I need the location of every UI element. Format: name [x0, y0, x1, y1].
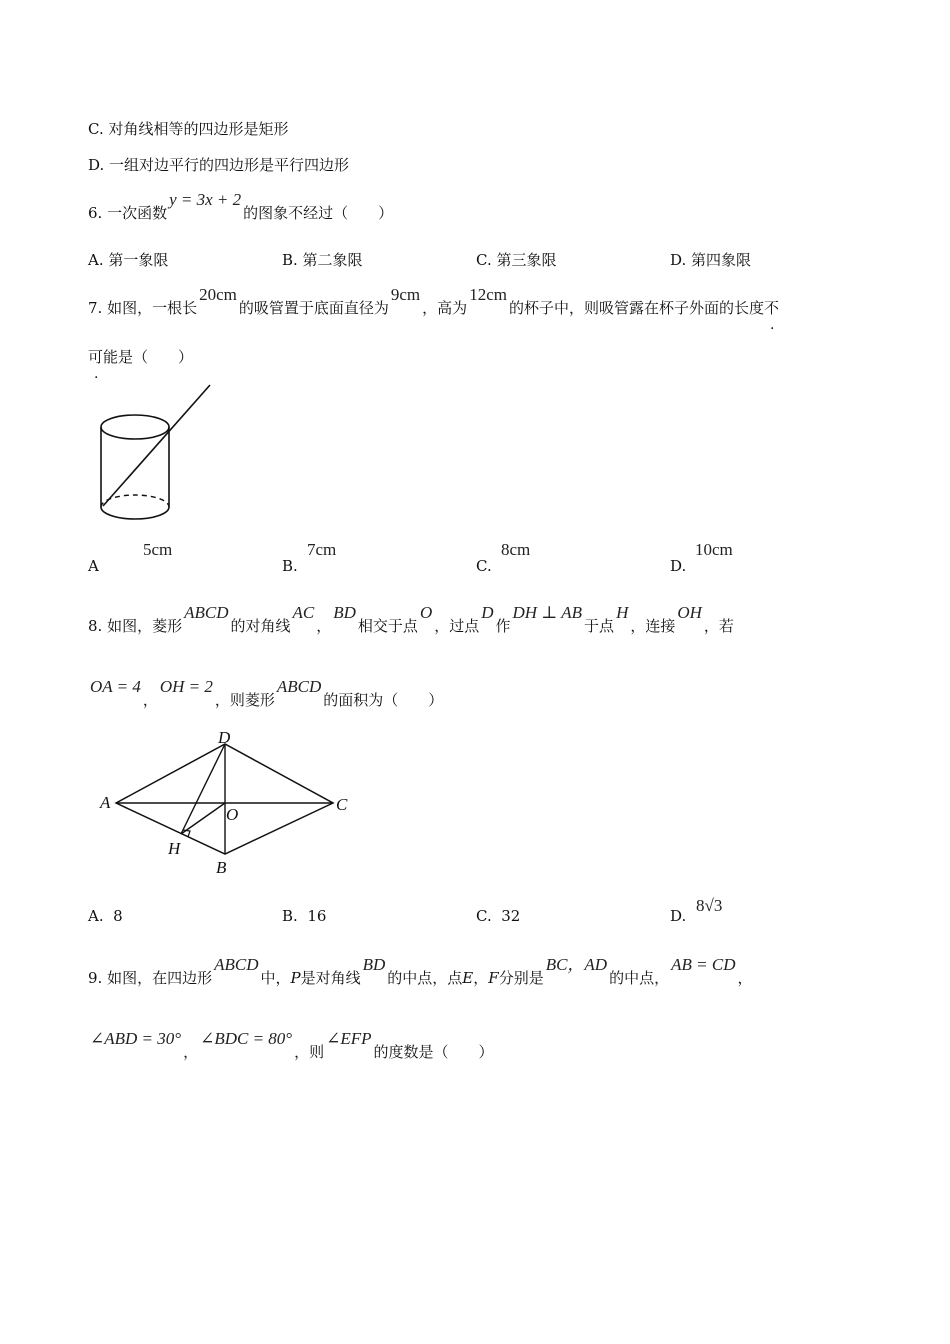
q8-math-dh-perp-ab: DH ⊥ AB — [512, 603, 583, 622]
q8-text-10: ， — [142, 691, 158, 709]
q8-text-8: ，连接 — [630, 617, 676, 635]
q8-math-oh: OH — [677, 603, 702, 622]
q9-stem-cont — [88, 1029, 494, 1062]
q7-option-d-letter: D. — [670, 557, 687, 575]
segment-dh — [181, 744, 225, 834]
q9-point-e: E — [462, 969, 474, 987]
cylinder-bottom-front — [101, 507, 169, 519]
cylinder-top-ellipse — [101, 415, 169, 439]
q8-text-4: 相交于点 — [357, 617, 418, 635]
q7-text-3: ，高为 — [422, 299, 468, 317]
q7-text-1: 7. 如图，一根长 — [88, 299, 198, 317]
q9-text-9: ，则 — [294, 1043, 325, 1061]
q7-option-d-value: 10cm — [695, 540, 733, 559]
q7-emphasis-2: 可能 — [88, 348, 119, 366]
q9-separator: ， — [473, 969, 489, 987]
q9-text-3: 是对角线 — [300, 969, 361, 987]
q8-text-3: ， — [316, 617, 332, 635]
q7-option-a-letter: A — [88, 557, 99, 575]
q8-text-6: 作 — [495, 617, 511, 635]
q8-text-7: 于点 — [584, 617, 615, 635]
q8-option-a-value: 8 — [113, 907, 123, 925]
q6-option-b: B. 第二象限 — [282, 251, 363, 269]
label-o: O — [226, 805, 239, 824]
q9-stem — [88, 955, 753, 988]
q8-math-abcd: ABCD — [184, 603, 229, 622]
q8-option-a — [88, 906, 123, 926]
q9-math-abcd: ABCD — [214, 955, 259, 974]
label-b: B — [216, 858, 227, 877]
q6-option-d: D. 第四象限 — [670, 251, 752, 269]
q8-stem — [88, 603, 734, 636]
q8-text-9: ，若 — [703, 617, 734, 635]
q7-diameter: 9cm — [390, 285, 421, 304]
q8-math-d: D — [481, 603, 494, 622]
q6-formula: y = 3x + 2 — [169, 190, 242, 209]
q5-option-d: D. 一组对边平行的四边形是平行四边形 — [88, 156, 350, 174]
q9-math-angle-bdc: ∠BDC = 80° — [200, 1029, 293, 1048]
q8-text-12: 的面积为（ ） — [323, 691, 444, 709]
q7-option-c-letter: C. — [476, 557, 492, 575]
q9-text-4: 的中点，点 — [387, 969, 463, 987]
label-c: C — [336, 795, 348, 814]
q8-option-c — [476, 906, 520, 926]
q9-text-7: ， — [737, 969, 753, 987]
q7-text-2: 的吸管置于底面直径为 — [238, 299, 389, 317]
q8-math-abcd-2: ABCD — [276, 677, 322, 696]
q9-text-8: ， — [183, 1043, 199, 1061]
q8-option-b-letter: B. — [282, 907, 298, 925]
q9-math-bc-ad: BC，AD — [545, 955, 608, 974]
q6-prefix: 6. 一次函数 — [88, 204, 168, 222]
q8-text-11: ，则菱形 — [214, 691, 275, 709]
straw-line — [103, 385, 210, 506]
q8-text-2: 的对角线 — [230, 617, 291, 635]
q8-option-b-value: 16 — [307, 907, 327, 925]
q8-figure-rhombus — [95, 730, 365, 880]
q8-text-5: ，过点 — [434, 617, 480, 635]
q7-stem — [88, 285, 779, 318]
q9-math-angle-efp: ∠EFP — [326, 1029, 372, 1048]
q9-point-p: P — [290, 969, 301, 987]
q7-option-c-value: 8cm — [501, 540, 531, 559]
q9-text-6: 的中点， — [609, 969, 670, 987]
q8-text-1: 8. 如图，菱形 — [88, 617, 183, 635]
q7-option-b-letter: B. — [282, 557, 298, 575]
q9-point-f: F — [488, 969, 499, 987]
q8-math-ac: AC — [292, 603, 315, 622]
q5-option-c: C. 对角线相等的四边形是矩形 — [88, 120, 289, 138]
q8-option-c-value: 32 — [501, 907, 521, 925]
q7-length: 20cm — [199, 285, 237, 304]
q6-stem — [88, 190, 394, 223]
q9-math-angle-abd: ∠ABD = 30° — [90, 1029, 182, 1048]
q8-math-oa-eq: OA = 4 — [90, 677, 141, 696]
q8-option-d-letter: D. — [670, 907, 687, 925]
label-d: D — [218, 728, 231, 747]
q7-stem-cont — [88, 347, 193, 367]
q8-option-d-value: 8√3 — [696, 896, 723, 915]
q9-math-ab-eq-cd: AB = CD — [671, 955, 736, 974]
label-a: A — [100, 793, 111, 812]
q8-option-a-letter: A. — [88, 907, 104, 925]
q9-text-2: 中， — [260, 969, 291, 987]
q8-math-bd: BD — [333, 603, 356, 622]
q7-option-a-value: 5cm — [143, 540, 173, 559]
q7-emphasis-1: 不 — [763, 299, 779, 317]
segment-oh — [181, 803, 225, 834]
q8-option-b — [282, 906, 326, 926]
q8-math-h: H — [616, 603, 629, 622]
q6-option-a: A. 第一象限 — [88, 251, 169, 269]
q9-text-10: 的度数是（ ） — [373, 1043, 494, 1061]
q7-figure-cylinder — [95, 380, 220, 525]
q6-suffix: 的图象不经过（ ） — [243, 204, 394, 222]
q7-option-b-value: 7cm — [307, 540, 337, 559]
q9-math-bd: BD — [362, 955, 386, 974]
q8-math-o: O — [419, 603, 433, 622]
q7-text-4: 的杯子中，则吸管露在杯子外面的长度 — [508, 299, 764, 317]
q8-stem-cont — [88, 677, 444, 710]
q8-option-c-letter: C. — [476, 907, 492, 925]
q7-text-5: 是（ ） — [118, 348, 194, 366]
q6-option-c: C. 第三象限 — [476, 251, 557, 269]
q8-math-oh-eq: OH = 2 — [159, 677, 213, 696]
q9-text-1: 9. 如图，在四边形 — [88, 969, 213, 987]
q7-height: 12cm — [469, 285, 507, 304]
q9-text-5: 分别是 — [498, 969, 544, 987]
label-h: H — [168, 839, 181, 858]
